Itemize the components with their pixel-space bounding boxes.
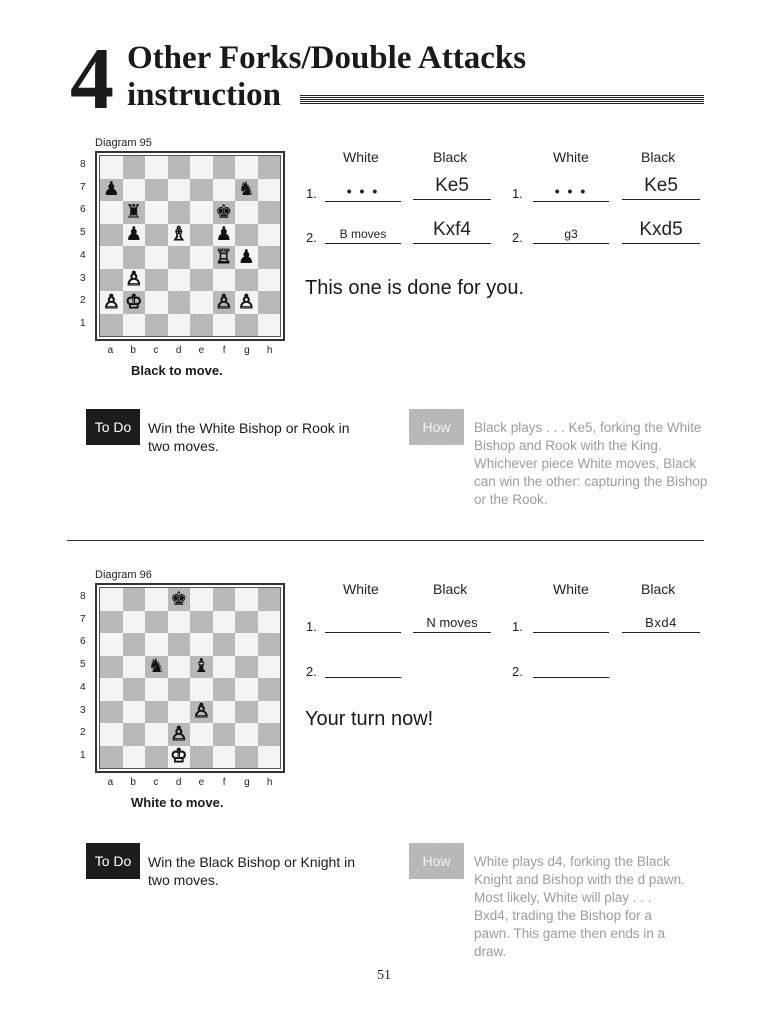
todo-text: Win the Black Bishop or Knight in two moves. xyxy=(148,854,355,888)
black-pawn-icon: ♟ xyxy=(215,223,233,246)
square-h4 xyxy=(258,246,281,269)
square-h3 xyxy=(258,269,281,292)
square-b6 xyxy=(123,633,146,656)
square-a4 xyxy=(100,246,123,269)
square-g6 xyxy=(235,201,258,224)
square-c6 xyxy=(145,633,168,656)
square-e4 xyxy=(190,678,213,701)
square-e6 xyxy=(190,633,213,656)
file-label: e xyxy=(198,345,205,356)
square-g4 xyxy=(235,678,258,701)
square-d7 xyxy=(168,179,191,202)
square-b5 xyxy=(123,224,146,247)
move-number: 1. xyxy=(306,619,317,634)
square-f3 xyxy=(213,269,236,292)
black-king-icon: ♚ xyxy=(170,587,188,610)
rank-label: 3 xyxy=(80,704,86,716)
square-f1 xyxy=(213,746,236,769)
section-divider xyxy=(67,540,704,541)
square-h2 xyxy=(258,723,281,746)
square-d5 xyxy=(168,224,191,247)
file-label: f xyxy=(222,777,226,788)
todo-badge: To Do xyxy=(86,843,140,879)
white-move-field xyxy=(533,656,609,678)
square-f8 xyxy=(213,588,236,611)
square-h7 xyxy=(258,611,281,634)
black-move-field: Ke5 xyxy=(413,178,491,200)
square-c2 xyxy=(145,723,168,746)
square-c3 xyxy=(145,269,168,292)
square-g8 xyxy=(235,156,258,179)
square-g2 xyxy=(235,723,258,746)
square-b1 xyxy=(123,746,146,769)
white-move-field: g3 xyxy=(533,222,609,244)
how-badge: How xyxy=(409,409,464,445)
white-king-icon: ♔ xyxy=(125,290,143,313)
square-d3 xyxy=(168,701,191,724)
square-a6 xyxy=(100,201,123,224)
rank-label: 7 xyxy=(80,613,86,625)
black-move-field: Ke5 xyxy=(622,178,700,200)
square-h6 xyxy=(258,633,281,656)
square-b7 xyxy=(123,611,146,634)
col-header-white: White xyxy=(343,581,379,597)
square-d4 xyxy=(168,246,191,269)
square-c5 xyxy=(145,224,168,247)
page-number: 51 xyxy=(377,968,391,983)
square-a7 xyxy=(100,611,123,634)
file-labels xyxy=(99,777,281,788)
col-header-black: Black xyxy=(433,581,468,597)
square-a5 xyxy=(100,656,123,679)
file-label: d xyxy=(175,345,182,356)
white-pawn-icon: ♙ xyxy=(192,700,210,723)
diagram-label: Diagram 96 xyxy=(95,569,152,581)
rank-label: 7 xyxy=(80,181,86,193)
square-a7 xyxy=(100,179,123,202)
square-h8 xyxy=(258,156,281,179)
square-c1 xyxy=(145,314,168,337)
square-g1 xyxy=(235,314,258,337)
title-rule xyxy=(300,95,704,104)
chapter-number: 4 xyxy=(70,31,114,128)
rank-label: 5 xyxy=(80,659,86,671)
file-label: h xyxy=(266,777,273,788)
file-label: c xyxy=(153,345,159,356)
square-b4 xyxy=(123,678,146,701)
square-d1 xyxy=(168,746,191,769)
instruction-note: Your turn now! xyxy=(305,708,434,730)
square-a2 xyxy=(100,291,123,314)
file-label: e xyxy=(198,777,205,788)
square-h5 xyxy=(258,656,281,679)
col-header-white: White xyxy=(343,149,379,165)
square-a5 xyxy=(100,224,123,247)
square-e2 xyxy=(190,291,213,314)
todo-text: Win the White Bishop or Rook in two moves. xyxy=(148,420,350,454)
file-label: b xyxy=(130,345,136,356)
file-label: d xyxy=(175,777,182,788)
file-label: h xyxy=(266,345,273,356)
move-number: 2. xyxy=(306,664,317,679)
todo-badge: To Do xyxy=(86,409,140,445)
square-h3 xyxy=(258,701,281,724)
rank-label: 2 xyxy=(80,727,86,739)
square-a8 xyxy=(100,588,123,611)
square-b5 xyxy=(123,656,146,679)
square-c8 xyxy=(145,156,168,179)
move-number: 1. xyxy=(306,186,317,201)
diagram-96 xyxy=(80,569,295,819)
square-f7 xyxy=(213,611,236,634)
square-e7 xyxy=(190,611,213,634)
square-g6 xyxy=(235,633,258,656)
chessboard xyxy=(99,155,281,337)
black-knight-icon: ♞ xyxy=(147,655,165,678)
square-c4 xyxy=(145,678,168,701)
chessboard xyxy=(99,587,281,769)
square-g7 xyxy=(235,611,258,634)
square-f1 xyxy=(213,314,236,337)
white-bishop-icon: ♗ xyxy=(170,223,188,246)
rank-label: 5 xyxy=(80,227,86,239)
file-label: b xyxy=(130,777,136,788)
side-to-move: White to move. xyxy=(131,795,224,810)
square-h7 xyxy=(258,179,281,202)
square-f4 xyxy=(213,678,236,701)
square-b1 xyxy=(123,314,146,337)
col-header-black: Black xyxy=(641,149,676,165)
file-label: c xyxy=(153,777,159,788)
square-f6 xyxy=(213,633,236,656)
square-b6 xyxy=(123,201,146,224)
white-pawn-icon: ♙ xyxy=(102,290,120,313)
move-number: 1. xyxy=(512,186,523,201)
col-header-white: White xyxy=(553,581,589,597)
square-e1 xyxy=(190,746,213,769)
square-f3 xyxy=(213,701,236,724)
white-move-field xyxy=(533,611,609,633)
square-b7 xyxy=(123,179,146,202)
rank-labels xyxy=(80,153,90,335)
move-number: 2. xyxy=(306,230,317,245)
white-pawn-icon: ♙ xyxy=(125,268,143,291)
square-a2 xyxy=(100,723,123,746)
black-bishop-icon: ♝ xyxy=(192,655,210,678)
black-pawn-icon: ♟ xyxy=(125,223,143,246)
square-f5 xyxy=(213,656,236,679)
move-number: 1. xyxy=(512,619,523,634)
move-number: 2. xyxy=(512,230,523,245)
square-g1 xyxy=(235,746,258,769)
square-e5 xyxy=(190,656,213,679)
square-f8 xyxy=(213,156,236,179)
square-d4 xyxy=(168,678,191,701)
col-header-black: Black xyxy=(641,581,676,597)
white-move-field xyxy=(325,611,401,633)
rank-label: 8 xyxy=(80,590,86,602)
square-b3 xyxy=(123,701,146,724)
rank-label: 4 xyxy=(80,249,86,261)
white-king-icon: ♔ xyxy=(170,745,188,768)
square-e1 xyxy=(190,314,213,337)
square-b2 xyxy=(123,723,146,746)
square-c4 xyxy=(145,246,168,269)
square-c5 xyxy=(145,656,168,679)
square-g5 xyxy=(235,656,258,679)
square-a3 xyxy=(100,269,123,292)
black-move-field: Bxd4 xyxy=(622,611,700,633)
square-g8 xyxy=(235,588,258,611)
square-b2 xyxy=(123,291,146,314)
square-b4 xyxy=(123,246,146,269)
square-h8 xyxy=(258,588,281,611)
square-e3 xyxy=(190,269,213,292)
move-number: 2. xyxy=(512,664,523,679)
square-g3 xyxy=(235,701,258,724)
square-h1 xyxy=(258,314,281,337)
square-h1 xyxy=(258,746,281,769)
black-pawn-icon: ♟ xyxy=(237,245,255,268)
black-king-icon: ♚ xyxy=(215,200,233,223)
board-frame xyxy=(95,151,285,341)
square-d2 xyxy=(168,291,191,314)
square-h4 xyxy=(258,678,281,701)
file-label: g xyxy=(244,345,250,356)
square-g3 xyxy=(235,269,258,292)
square-d7 xyxy=(168,611,191,634)
rank-label: 3 xyxy=(80,272,86,284)
square-b8 xyxy=(123,156,146,179)
black-move-field: Kxd5 xyxy=(622,222,700,244)
rank-labels xyxy=(80,585,90,767)
square-d8 xyxy=(168,156,191,179)
how-text: White plays d4, forking the Black Knight and Bishop with the d pawn. Most likely, White will play . . . Bxd4, trading the Bishop for a pawn. This game then ends in a draw. xyxy=(474,854,685,959)
square-d3 xyxy=(168,269,191,292)
diagram-95 xyxy=(80,137,295,387)
square-e8 xyxy=(190,588,213,611)
square-f2 xyxy=(213,291,236,314)
rank-label: 1 xyxy=(80,750,86,762)
white-move-field xyxy=(325,656,401,678)
square-c7 xyxy=(145,179,168,202)
rank-label: 1 xyxy=(80,318,86,330)
square-f5 xyxy=(213,224,236,247)
file-label: a xyxy=(107,777,114,788)
square-f2 xyxy=(213,723,236,746)
square-g2 xyxy=(235,291,258,314)
rank-label: 4 xyxy=(80,681,86,693)
square-d6 xyxy=(168,633,191,656)
square-e2 xyxy=(190,723,213,746)
square-a1 xyxy=(100,314,123,337)
square-c2 xyxy=(145,291,168,314)
diagram-label: Diagram 95 xyxy=(95,137,152,149)
file-label: f xyxy=(222,345,226,356)
rank-label: 2 xyxy=(80,295,86,307)
instruction-note: This one is done for you. xyxy=(305,277,525,299)
square-f7 xyxy=(213,179,236,202)
square-c7 xyxy=(145,611,168,634)
square-h6 xyxy=(258,201,281,224)
square-g4 xyxy=(235,246,258,269)
white-pawn-icon: ♙ xyxy=(215,290,233,313)
square-h2 xyxy=(258,291,281,314)
chapter-subtitle: instruction xyxy=(127,77,282,113)
square-e3 xyxy=(190,701,213,724)
file-labels xyxy=(99,345,281,356)
square-c3 xyxy=(145,701,168,724)
col-header-black: Black xyxy=(433,149,468,165)
white-move-field: • • • xyxy=(533,180,609,202)
white-move-field: B moves xyxy=(325,222,401,244)
square-g5 xyxy=(235,224,258,247)
square-d8 xyxy=(168,588,191,611)
black-pawn-icon: ♟ xyxy=(102,178,120,201)
rank-label: 6 xyxy=(80,204,86,216)
square-e6 xyxy=(190,201,213,224)
square-a3 xyxy=(100,701,123,724)
square-e8 xyxy=(190,156,213,179)
how-badge: How xyxy=(409,843,464,879)
square-e7 xyxy=(190,179,213,202)
black-knight-icon: ♞ xyxy=(237,178,255,201)
square-c6 xyxy=(145,201,168,224)
square-g7 xyxy=(235,179,258,202)
file-label: g xyxy=(244,777,250,788)
file-label: a xyxy=(107,345,114,356)
square-d2 xyxy=(168,723,191,746)
square-c1 xyxy=(145,746,168,769)
board-frame xyxy=(95,583,285,773)
square-a4 xyxy=(100,678,123,701)
white-pawn-icon: ♙ xyxy=(170,722,188,745)
square-e5 xyxy=(190,224,213,247)
square-d5 xyxy=(168,656,191,679)
square-d6 xyxy=(168,201,191,224)
black-move-field: Kxf4 xyxy=(413,222,491,244)
side-to-move: Black to move. xyxy=(131,363,223,378)
square-d1 xyxy=(168,314,191,337)
square-b8 xyxy=(123,588,146,611)
black-rook-icon: ♜ xyxy=(125,200,143,223)
square-a1 xyxy=(100,746,123,769)
rank-label: 8 xyxy=(80,158,86,170)
square-c8 xyxy=(145,588,168,611)
white-move-field: • • • xyxy=(325,180,401,202)
square-a8 xyxy=(100,156,123,179)
square-f4 xyxy=(213,246,236,269)
square-h5 xyxy=(258,224,281,247)
square-b3 xyxy=(123,269,146,292)
white-rook-icon: ♖ xyxy=(215,245,233,268)
chapter-title: Other Forks/Double Attacks xyxy=(127,40,527,76)
how-text: Black plays . . . Ke5, forking the White Bishop and Rook with the King. Whichever piece White moves, Black can win the other: capturing the Bishop or the Rook. xyxy=(474,420,708,507)
rank-label: 6 xyxy=(80,636,86,648)
square-a6 xyxy=(100,633,123,656)
white-pawn-icon: ♙ xyxy=(237,290,255,313)
col-header-white: White xyxy=(553,149,589,165)
square-e4 xyxy=(190,246,213,269)
square-f6 xyxy=(213,201,236,224)
black-move-field: N moves xyxy=(413,611,491,633)
